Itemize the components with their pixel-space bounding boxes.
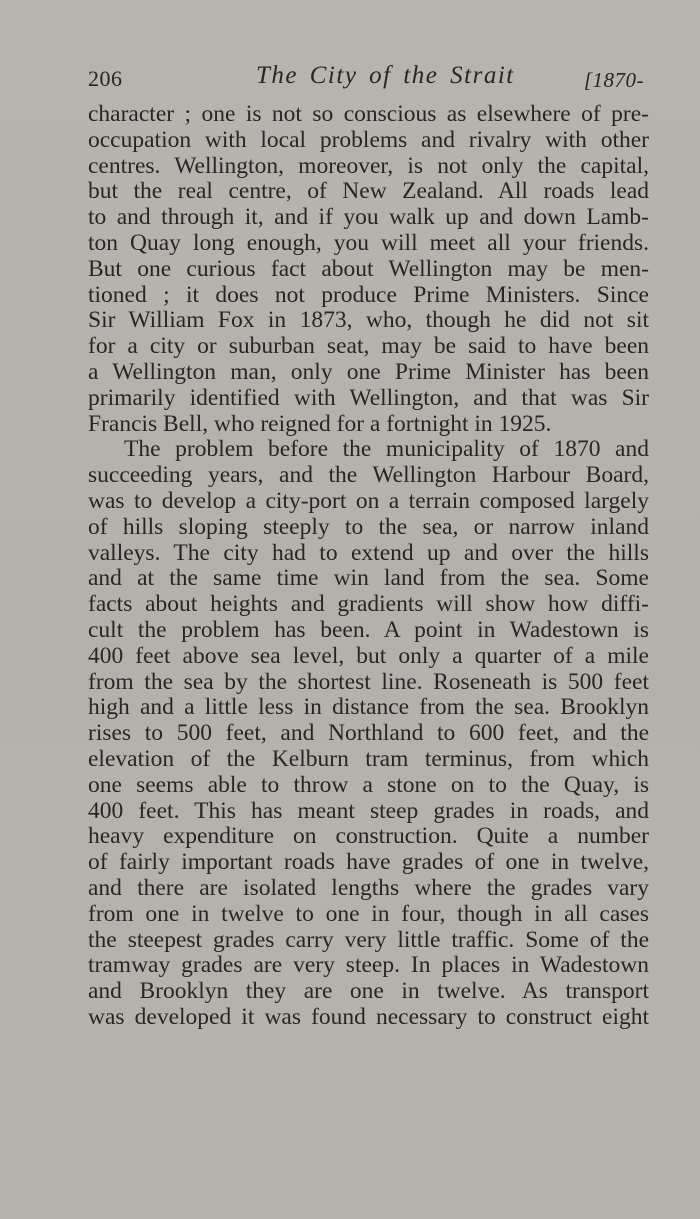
text-line: centres. Wellington, moreover, is not only the capital, — [88, 152, 649, 179]
text-line: and there are isolated lengths where the grades vary — [88, 874, 649, 901]
paragraph-end-line: Francis Bell, who reigned for a fortnight in 1925. — [88, 410, 552, 437]
text-line: and Brooklyn they are one in twelve. As transport — [88, 978, 649, 1005]
text-line: from one in twelve to one in four, though in all cases — [88, 900, 649, 927]
text-line: rises to 500 feet, and Northland to 600 feet, and the — [88, 720, 649, 747]
text-line: tioned ; it does not produce Prime Ministers. Since — [88, 281, 649, 308]
text-line: character ; one is not so conscious as elsewhere of pre- — [88, 101, 649, 127]
text-line: and at the same time win land from the sea. Some — [88, 565, 649, 592]
running-title: The City of the Strait — [256, 62, 515, 89]
text-line: ton Quay long enough, you will meet all your friends. — [88, 229, 649, 256]
text-line: to and through it, and if you walk up and down Lamb- — [88, 204, 649, 231]
text-line: 400 feet. This has meant steep grades in roads, and — [88, 797, 649, 824]
text-line: for a city or suburban seat, may be said to have been — [88, 333, 649, 360]
text-line: heavy expenditure on construction. Quite a number — [88, 823, 649, 850]
page-header — [88, 62, 650, 96]
text-line: of hills sloping steeply to the sea, or narrow inland — [88, 513, 649, 540]
text-line: elevation of the Kelburn tram terminus, from which — [88, 745, 649, 772]
text-line: succeeding years, and the Wellington Harbour Board, — [88, 462, 649, 489]
text-line: was developed it was found necessary to construct eight — [88, 1003, 649, 1030]
text-line: a Wellington man, only one Prime Minister has been — [88, 358, 649, 385]
text-line: high and a little less in distance from the sea. Brooklyn — [88, 694, 649, 721]
text-line: of fairly important roads have grades of one in twelve, — [88, 849, 649, 876]
text-line: from the sea by the shortest line. Roseneath is 500 feet — [88, 668, 649, 695]
text-line: occupation with local problems and rivalry with other — [88, 126, 649, 153]
body-text — [88, 102, 649, 1031]
running-date: [1870- — [583, 68, 644, 92]
text-line: but the real centre, of New Zealand. All roads lead — [88, 178, 649, 205]
text-line: 400 feet above sea level, but only a quarter of a mile — [88, 642, 649, 669]
text-line: Sir William Fox in 1873, who, though he did not sit — [88, 307, 649, 334]
text-line: was to develop a city-port on a terrain composed largely — [88, 487, 649, 514]
text-line: cult the problem has been. A point in Wadestown is — [88, 616, 649, 643]
text-line: primarily identified with Wellington, and that was Sir — [88, 384, 649, 411]
text-line: tramway grades are very steep. In places in Wadestown — [88, 952, 649, 979]
page-number: 206 — [88, 66, 123, 91]
text-line: one seems able to throw a stone on to the Quay, is — [88, 771, 649, 798]
paragraph-first-line: The problem before the municipality of 1870 and — [124, 436, 649, 463]
text-line: facts about heights and gradients will show how diffi- — [88, 591, 649, 618]
text-line: But one curious fact about Wellington may be men- — [88, 255, 649, 282]
text-line: valleys. The city had to extend up and over the hills — [88, 539, 649, 566]
text-line: the steepest grades carry very little traffic. Some of the — [88, 926, 649, 953]
